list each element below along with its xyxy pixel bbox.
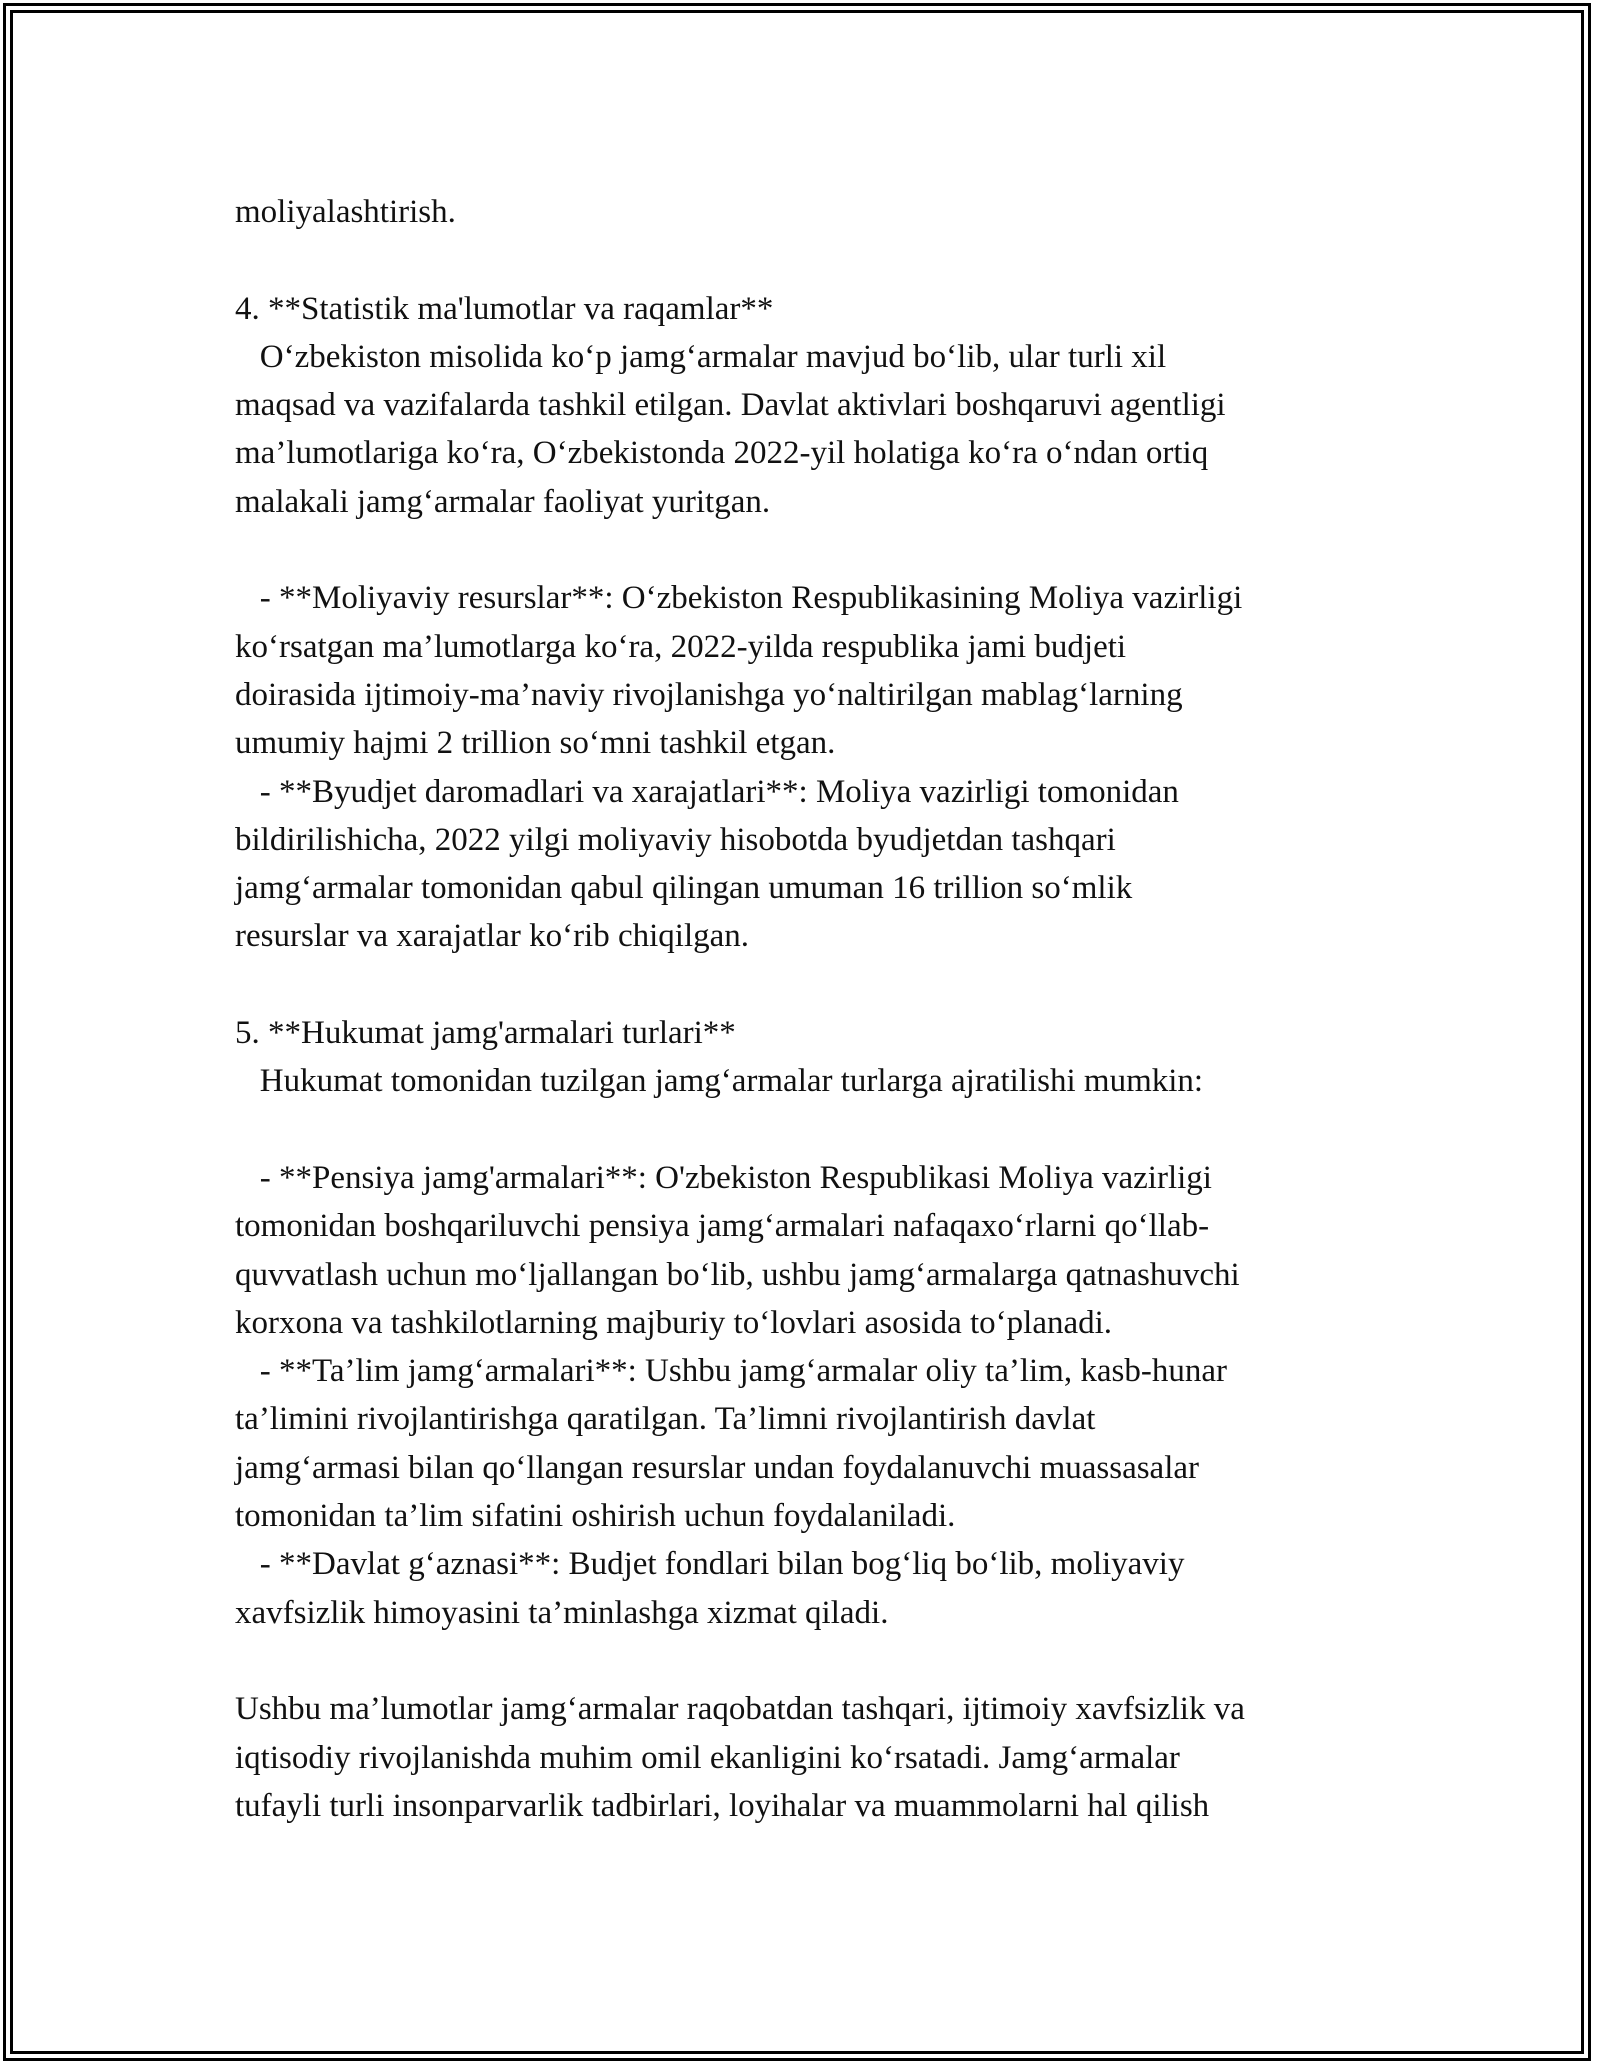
text-line: quvvatlash uchun mo‘ljallangan bo‘lib, ushbu jamg‘armalarga qatnashuvchi [235,1256,1240,1293]
text-line: jamg‘armalar tomonidan qabul qilingan umuman 16 trillion so‘mlik [235,870,1133,907]
blank-line [235,1637,1385,1685]
blank-line [235,961,1385,1009]
text-line: iqtisodiy rivojlanishda muhim omil ekanligini ko‘rsatadi. Jamg‘armalar [235,1739,1180,1776]
text-line: - **Byudjet daromadlari va xarajatlari**: Moliya vazirligi tomonidan [235,773,1179,810]
text-line: - **Pensiya jamg'armalari**: O'zbekiston Respublikasi Moliya vazirligi [235,1159,1212,1196]
text-line: malakali jamg‘armalar faoliyat yuritgan. [235,483,771,520]
text-line: - **Moliyaviy resurslar**: O‘zbekiston Respublikasining Moliya vazirligi [235,580,1243,617]
text-line: jamg‘armasi bilan qo‘llangan resurslar undan foydalanuvchi muassasalar [235,1449,1200,1486]
text-line: Hukumat tomonidan tuzilgan jamg‘armalar turlarga ajratilishi mumkin: [235,1063,1204,1100]
text-line: Ushbu ma’lumotlar jamg‘armalar raqobatdan tashqari, ijtimoiy xavfsizlik va [235,1691,1245,1728]
text-line: umumiy hajmi 2 trillion so‘mni tashkil etgan. [235,725,836,762]
text-line: ko‘rsatgan ma’lumotlarga ko‘ra, 2022-yilda respublika jami budjeti [235,628,1127,665]
text-line: tomonidan boshqariluvchi pensiya jamg‘armalari nafaqaxo‘rlarni qo‘llab- [235,1208,1210,1245]
text-line: O‘zbekiston misolida ko‘p jamg‘armalar mavjud bo‘lib, ular turli xil [235,338,1167,375]
text-line: ma’lumotlariga ko‘ra, O‘zbekistonda 2022-yil holatiga ko‘ra o‘ndan ortiq [235,435,1209,472]
text-line: tomonidan ta’lim sifatini oshirish uchun foydalaniladi. [235,1498,956,1535]
blank-line [235,526,1385,574]
text-line: - **Davlat g‘aznasi**: Budjet fondlari bilan bog‘liq bo‘lib, moliyaviy [235,1546,1185,1583]
text-line: xavfsizlik himoyasini ta’minlashga xizmat qiladi. [235,1594,889,1631]
text-line: maqsad va vazifalarda tashkil etilgan. Davlat aktivlari boshqaruvi agentligi [235,387,1226,424]
blank-line [235,1106,1385,1154]
text-line: bildirilishicha, 2022 yilgi moliyaviy hisobotda byudjetdan tashqari [235,821,1116,858]
text-line: 4. **Statistik ma'lumotlar va raqamlar** [235,290,774,327]
text-line: ta’limini rivojlantirishga qaratilgan. Ta’limni rivojlantirish davlat [235,1401,1096,1438]
text-line: tufayli turli insonparvarlik tadbirlari, loyihalar va muammolarni hal qilish [235,1787,1210,1824]
text-line: 5. **Hukumat jamg'armalari turlari** [235,1015,736,1052]
document-body [235,188,1385,1830]
text-line: moliyalashtirish. [235,194,456,230]
text-line: - **Ta’lim jamg‘armalari**: Ushbu jamg‘armalar oliy ta’lim, kasb-hunar [235,1353,1227,1390]
text-line: korxona va tashkilotlarning majburiy to‘lovlari asosida to‘planadi. [235,1304,1113,1341]
text-line: resurslar va xarajatlar ko‘rib chiqilgan. [235,918,750,955]
blank-line [235,236,1385,284]
text-line: doirasida ijtimoiy-ma’naviy rivojlanishga yo‘naltirilgan mablag‘larning [235,676,1183,713]
